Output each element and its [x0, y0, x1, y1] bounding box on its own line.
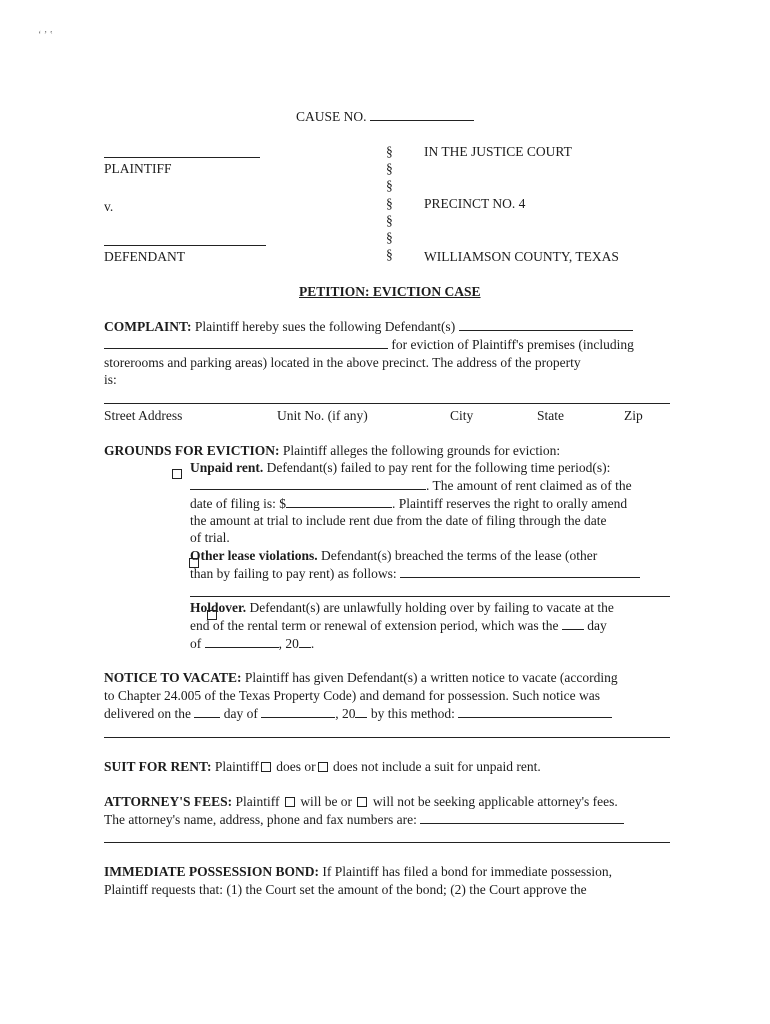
cause-number-field[interactable]: [370, 119, 474, 121]
other-violations-line-1: [190, 548, 597, 564]
suit-does-not-checkbox[interactable]: [318, 762, 328, 772]
complaint-heading: COMPLAINT:: [104, 319, 192, 334]
precinct-label: PRECINCT NO. 4: [424, 196, 526, 211]
suit-does-checkbox[interactable]: [261, 762, 271, 772]
section-mark: §: [386, 230, 393, 246]
rent-period-field[interactable]: [190, 488, 426, 490]
other-violations-title: Other lease violations.: [190, 548, 318, 563]
street-address-label: Street Address: [104, 408, 183, 423]
section-mark: §: [386, 161, 393, 177]
bond-text: If Plaintiff has filed a bond for immediate possession,: [322, 864, 612, 879]
holdover-line-3: [190, 636, 314, 652]
notice-text: , 20: [335, 706, 356, 721]
fees-line-2: [104, 812, 624, 828]
complaint-line-4: is:: [104, 372, 117, 387]
notice-line-2: to Chapter 24.005 of the Texas Property Code) and demand for possession. Such notice was: [104, 688, 600, 703]
holdover-text: , 20: [278, 636, 299, 651]
holdover-day-field[interactable]: [562, 628, 584, 630]
notice-text: by this method:: [370, 706, 455, 721]
unpaid-rent-line-3: [190, 496, 627, 512]
grounds-heading: GROUNDS FOR EVICTION:: [104, 443, 280, 458]
section-mark: §: [386, 212, 393, 228]
complaint-line-3: storerooms and parking areas) located in the above precinct. The address of the property: [104, 355, 581, 370]
unpaid-rent-text: date of filing is: $: [190, 496, 286, 511]
fees-text: will be or: [300, 794, 353, 809]
bond-line-2: Plaintiff requests that: (1) the Court set the amount of the bond; (2) the Court approve the: [104, 882, 587, 897]
unpaid-rent-line-1: [190, 460, 610, 476]
holdover-text: day: [587, 618, 607, 633]
grounds-line: [104, 443, 560, 459]
state-label: State: [537, 408, 564, 423]
holdover-text: end of the rental term or renewal of extension period, which was the: [190, 618, 559, 633]
unpaid-rent-text: . Plaintiff reserves the right to orally amend: [391, 496, 628, 511]
plaintiff-label: PLAINTIFF: [104, 161, 172, 176]
defendant-name-field[interactable]: [104, 245, 266, 246]
violations-description-field[interactable]: [400, 576, 640, 578]
document-title: PETITION: EVICTION CASE: [299, 284, 481, 299]
defendant-names-field[interactable]: [459, 329, 633, 331]
versus-label: v.: [104, 199, 114, 214]
city-label: City: [450, 408, 474, 423]
suit-text: Plaintiff: [214, 759, 259, 774]
rent-amount-field[interactable]: [286, 506, 392, 508]
complaint-line-2: [104, 337, 634, 353]
notice-year-field[interactable]: [355, 716, 367, 718]
unpaid-rent-text: Defendant(s) failed to pay rent for the following time period(s):: [266, 460, 611, 475]
other-violations-line-2: [190, 566, 640, 582]
property-address-field[interactable]: [104, 403, 670, 404]
section-marks-column: [386, 143, 393, 263]
notice-text: Plaintiff has given Defendant(s) a written notice to vacate (according: [244, 670, 618, 685]
court-label: IN THE JUSTICE COURT: [424, 144, 572, 159]
fees-text: Plaintiff: [235, 794, 280, 809]
bond-heading: IMMEDIATE POSSESSION BOND:: [104, 864, 320, 879]
holdover-line-2: [190, 618, 607, 634]
scan-marks: ‘ ʼ ʽ: [38, 30, 53, 41]
notice-text: delivered on the: [104, 706, 191, 721]
notice-line-1: [104, 670, 618, 686]
zip-label: Zip: [624, 408, 643, 423]
violations-description-field-2[interactable]: [190, 596, 670, 597]
unpaid-rent-line-5: of trial.: [190, 530, 230, 545]
fees-heading: ATTORNEY'S FEES:: [104, 794, 233, 809]
notice-line-3: [104, 706, 612, 722]
holdover-line-1: [190, 600, 614, 616]
county-label: WILLIAMSON COUNTY, TEXAS: [424, 249, 619, 264]
defendant-names-field-2[interactable]: [104, 347, 388, 349]
fees-text: will not be seeking applicable attorney's fees.: [372, 794, 618, 809]
notice-method-field[interactable]: [458, 716, 612, 718]
holdover-text: .: [310, 636, 315, 651]
notice-day-field[interactable]: [194, 716, 220, 718]
holdover-text: of: [190, 636, 202, 651]
fees-will-checkbox[interactable]: [285, 797, 295, 807]
section-mark: §: [386, 195, 393, 211]
grounds-intro: Plaintiff alleges the following grounds for eviction:: [282, 443, 561, 458]
cause-number-label: CAUSE NO.: [296, 109, 367, 124]
cause-number: [296, 109, 474, 125]
notice-heading: NOTICE TO VACATE:: [104, 670, 242, 685]
attorney-info-field[interactable]: [420, 822, 624, 824]
unpaid-rent-line-2: [190, 478, 632, 494]
fees-line-1: [104, 794, 618, 810]
holdover-text: Defendant(s) are unlawfully holding over by failing to vacate at the: [249, 600, 614, 615]
suit-text: does or: [276, 759, 316, 774]
suit-heading: SUIT FOR RENT:: [104, 759, 212, 774]
suit-for-rent-line: [104, 759, 541, 775]
holdover-title: Holdover.: [190, 600, 247, 615]
complaint-text: Plaintiff hereby sues the following Defendant(s): [194, 319, 456, 334]
plaintiff-name-field[interactable]: [104, 157, 260, 158]
complaint-line-1: [104, 319, 633, 335]
fees-text: The attorney's name, address, phone and fax numbers are:: [104, 812, 417, 827]
defendant-label: DEFENDANT: [104, 249, 185, 264]
unpaid-rent-checkbox[interactable]: [172, 469, 182, 479]
holdover-month-field[interactable]: [205, 646, 279, 648]
attorney-info-field-2[interactable]: [104, 842, 670, 843]
notice-text: day of: [223, 706, 258, 721]
holdover-year-field[interactable]: [299, 646, 311, 648]
bond-line-1: [104, 864, 612, 880]
unpaid-rent-line-4: the amount at trial to include rent due from the date of filing through the date: [190, 513, 607, 528]
complaint-text: for eviction of Plaintiff's premises (including: [391, 337, 634, 352]
section-mark: §: [386, 247, 393, 263]
other-violations-text: Defendant(s) breached the terms of the lease (other: [321, 548, 598, 563]
unit-number-label: Unit No. (if any): [277, 408, 368, 423]
notice-method-field-2[interactable]: [104, 737, 670, 738]
unpaid-rent-title: Unpaid rent.: [190, 460, 264, 475]
other-violations-text: than by failing to pay rent) as follows:: [190, 566, 397, 581]
section-mark: §: [386, 144, 393, 159]
notice-month-field[interactable]: [261, 716, 335, 718]
unpaid-rent-text: . The amount of rent claimed as of the: [426, 478, 632, 493]
suit-text: does not include a suit for unpaid rent.: [333, 759, 541, 774]
section-mark: §: [386, 178, 393, 194]
fees-will-not-checkbox[interactable]: [357, 797, 367, 807]
